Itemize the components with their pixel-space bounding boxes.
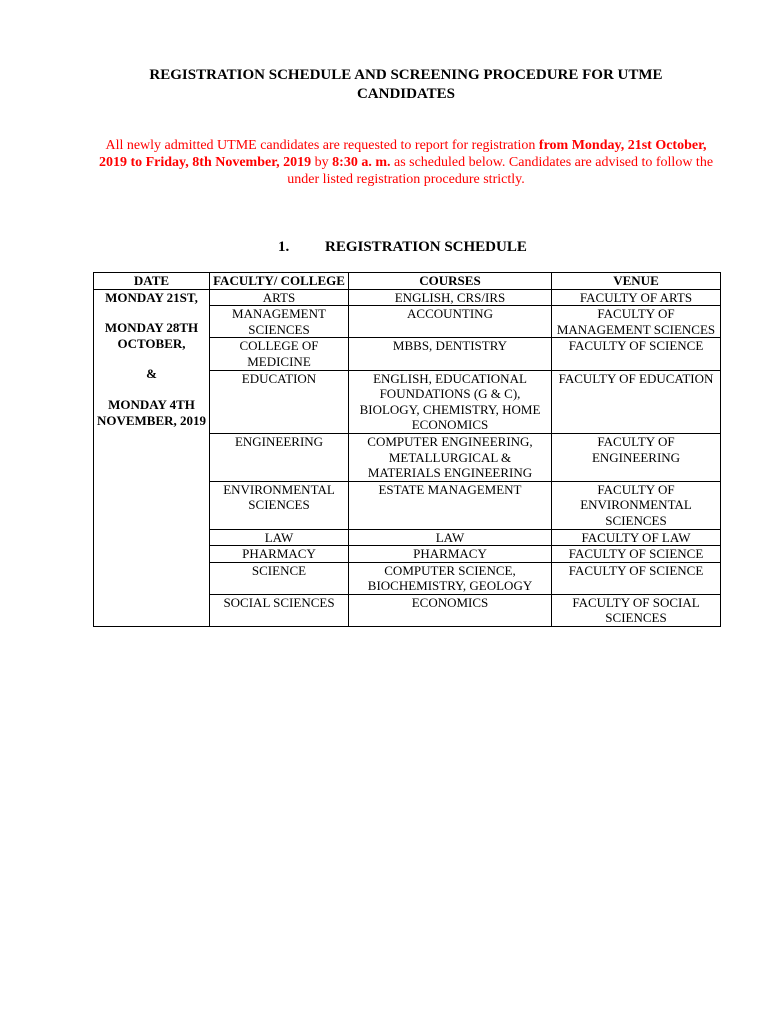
header-venue: VENUE xyxy=(552,273,721,290)
venue-cell: FACULTY OF ARTS xyxy=(552,289,721,306)
faculty-cell: COLLEGE OF MEDICINE xyxy=(210,338,349,370)
title-line-1: REGISTRATION SCHEDULE AND SCREENING PROCEDURE FOR UTME xyxy=(149,67,663,83)
date-monday-21: MONDAY 21ST, xyxy=(105,289,198,305)
intro-text-1: All newly admitted UTME candidates are requested to report for registration xyxy=(105,138,539,153)
courses-cell: LAW xyxy=(349,529,552,546)
courses-cell: MBBS, DENTISTRY xyxy=(349,338,552,370)
header-courses: COURSES xyxy=(349,273,552,290)
document-title xyxy=(80,66,732,104)
faculty-cell: ENVIRONMENTAL SCIENCES xyxy=(210,481,349,529)
venue-cell: FACULTY OF LAW xyxy=(552,529,721,546)
courses-cell: COMPUTER ENGINEERING, METALLURGICAL & MATERIALS ENGINEERING xyxy=(349,433,552,481)
registration-schedule-table xyxy=(93,272,721,627)
intro-dates: from Monday, 21st October, 2019 to Friday, 8th November, 2019 xyxy=(98,138,707,170)
header-faculty: FACULTY/ COLLEGE xyxy=(210,273,349,290)
date-ampersand: & xyxy=(146,366,157,382)
faculty-cell: EDUCATION xyxy=(210,370,349,433)
venue-cell: FACULTY OF SCIENCE xyxy=(552,338,721,370)
venue-cell: FACULTY OF MANAGEMENT SCIENCES xyxy=(552,306,721,338)
courses-cell: ECONOMICS xyxy=(349,594,552,626)
faculty-cell: ARTS xyxy=(210,289,349,306)
intro-time: 8:30 a. m. xyxy=(332,155,391,170)
courses-cell: ENGLISH, CRS/IRS xyxy=(349,289,552,306)
venue-cell: FACULTY OF SCIENCE xyxy=(552,546,721,563)
intro-paragraph xyxy=(92,137,720,188)
header-date: DATE xyxy=(94,273,210,290)
courses-cell: ESTATE MANAGEMENT xyxy=(349,481,552,529)
courses-cell: PHARMACY xyxy=(349,546,552,563)
faculty-cell: MANAGEMENT SCIENCES xyxy=(210,306,349,338)
courses-cell: ACCOUNTING xyxy=(349,306,552,338)
venue-cell: FACULTY OF SOCIAL SCIENCES xyxy=(552,594,721,626)
section-title: REGISTRATION SCHEDULE xyxy=(325,239,527,255)
venue-cell: FACULTY OF SCIENCE xyxy=(552,562,721,594)
faculty-cell: PHARMACY xyxy=(210,546,349,563)
faculty-cell: SCIENCE xyxy=(210,562,349,594)
table-row xyxy=(94,289,721,306)
venue-cell: FACULTY OF EDUCATION xyxy=(552,370,721,433)
faculty-cell: ENGINEERING xyxy=(210,433,349,481)
venue-cell: FACULTY OF ENGINEERING xyxy=(552,433,721,481)
intro-text-3: as scheduled below. Candidates are advised to follow the under listed registration procedure strictly. xyxy=(287,155,714,187)
faculty-cell: SOCIAL SCIENCES xyxy=(210,594,349,626)
title-line-2: CANDIDATES xyxy=(356,86,456,102)
courses-cell: ENGLISH, EDUCATIONAL FOUNDATIONS (G & C), BIOLOGY, CHEMISTRY, HOME ECONOMICS xyxy=(349,370,552,433)
date-cell xyxy=(94,289,210,626)
courses-cell: COMPUTER SCIENCE, BIOCHEMISTRY, GEOLOGY xyxy=(349,562,552,594)
date-monday-4: MONDAY 4TH NOVEMBER, 2019 xyxy=(96,396,207,428)
intro-text-2: by xyxy=(311,155,333,170)
section-number: 1. xyxy=(278,239,290,255)
table-header-row xyxy=(94,273,721,290)
faculty-cell: LAW xyxy=(210,529,349,546)
date-monday-28: MONDAY 28TH OCTOBER, xyxy=(104,320,199,351)
venue-cell: FACULTY OF ENVIRONMENTAL SCIENCES xyxy=(552,481,721,529)
